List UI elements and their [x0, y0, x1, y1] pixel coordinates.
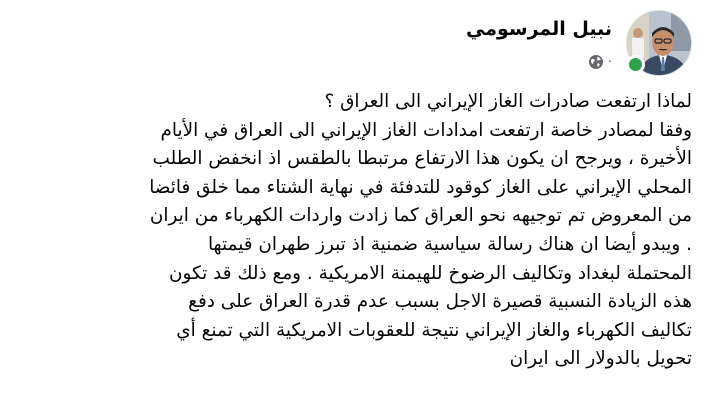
post-text-line: تكاليف الكهرباء والغاز الإيراني نتيجة للعقوبات الامريكية التي تمنع أي	[176, 319, 692, 341]
post-text-line: . ويبدو أيضا ان هناك رسالة سياسية ضمنية اذ تبرز طهران قيمتها	[207, 233, 692, 255]
author-name[interactable]: نبيل المرسومي	[465, 18, 612, 40]
post-text-line: لماذا ارتفعت صادرات الغاز الإيراني الى العراق ؟	[324, 91, 692, 112]
meta-separator: ·	[607, 54, 612, 70]
post-text-line: المحتملة لبغداد وتكاليف الرضوخ للهيمنة الامريكية . ومع ذلك قد تكون	[168, 262, 692, 284]
post-text-line: تحويل بالدولار الى ايران	[509, 348, 692, 370]
online-status-indicator	[626, 55, 645, 74]
post-header	[392, 10, 692, 76]
globe-icon[interactable]	[588, 54, 604, 70]
post-text-line: من المعروض تم توجيهه نحو العراق كما زادت واردات الكهرباء من ايران	[149, 205, 692, 227]
post-meta	[588, 54, 612, 70]
post-text-line: هذه الزيادة النسبية قصيرة الاجل بسبب عدم قدرة العراق على دفع	[188, 291, 692, 313]
post-text-line: الأخيرة ، ويرجح ان يكون هذا الارتفاع مرتبطا بالطقس اذ انخفض الطلب	[152, 148, 692, 170]
post-text	[16, 88, 692, 374]
post-text-line: المحلي الإيراني على الغاز كوقود للتدفئة في نهاية الشتاء مما خلق فائضا	[149, 176, 692, 198]
author-avatar[interactable]	[626, 10, 692, 76]
post-text-line: وفقا لمصادر خاصة ارتفعت امدادات الغاز الإيراني الى العراق في الأيام	[160, 119, 692, 141]
